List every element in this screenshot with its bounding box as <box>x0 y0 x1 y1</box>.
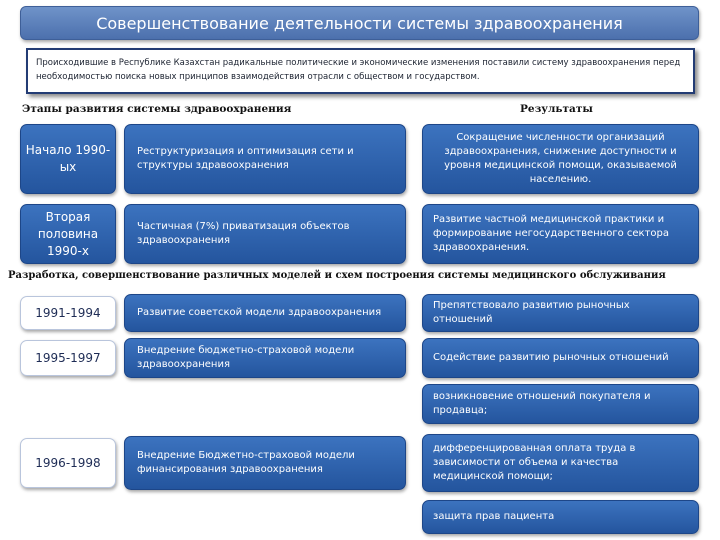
stage-period-box <box>20 124 116 194</box>
model-years-box <box>20 296 116 330</box>
model-result-box <box>422 434 699 492</box>
stage-action-label: Реструктуризация и оптимизация сети и структуры здравоохранения <box>137 146 354 171</box>
model-action-box <box>124 338 406 378</box>
results-heading: Результаты <box>520 103 593 115</box>
model-years-label: 1996-1998 <box>35 456 101 470</box>
stage-period-box <box>20 204 116 264</box>
stage-period-label: Вторая половина 1990-х <box>37 209 99 258</box>
model-years-label: 1991-1994 <box>35 306 101 320</box>
stage-result-label: Сокращение численности организаций здравоохранения, снижение доступности и уровня медицинской помощи, оказываемой населению. <box>444 132 677 185</box>
models-heading: Разработка, совершенствование различных моделей и схем построения системы медицинского обслуживания <box>8 270 666 281</box>
model-action-label: Внедрение Бюджетно-страховой модели финансирования здравоохранения <box>137 450 355 475</box>
stage-result-label: Развитие частной медицинской практики и формирование негосударственного сектора здравоохранения. <box>433 214 670 253</box>
model-result-box <box>422 500 699 534</box>
model-action-box <box>124 294 406 332</box>
model-result-label: Препятствовало развитию рыночных отношений <box>433 300 630 325</box>
model-action-label: Развитие советской модели здравоохранения <box>137 307 382 318</box>
model-result-box <box>422 338 699 378</box>
model-years-box <box>20 438 116 488</box>
model-action-label: Внедрение бюджетно-страховой модели здравоохранения <box>137 345 355 370</box>
model-result-label: дифференцированная оплата труда в зависимости от объема и качества медицинской помощи; <box>433 443 636 482</box>
model-result-box <box>422 384 699 424</box>
stage-period-label: Начало 1990-ых <box>25 143 111 174</box>
page-title: Совершенствование деятельности системы здравоохранения <box>20 6 699 40</box>
stage-action-box <box>124 124 406 194</box>
stage-action-box <box>124 204 406 264</box>
stages-heading: Этапы развития системы здравоохранения <box>22 103 292 115</box>
model-result-label: защита прав пациента <box>433 511 555 522</box>
model-action-box <box>124 436 406 490</box>
model-result-label: Содействие развитию рыночных отношений <box>433 352 669 363</box>
stage-result-box <box>422 204 699 264</box>
model-result-box <box>422 294 699 332</box>
stage-action-label: Частичная (7%) приватизация объектов здравоохранения <box>137 221 350 246</box>
model-years-box <box>20 340 116 376</box>
model-years-label: 1995-1997 <box>35 351 101 365</box>
model-result-label: возникновение отношений покупателя и продавца; <box>433 391 651 416</box>
stage-result-box <box>422 124 699 194</box>
intro-text: Происходившие в Республике Казахстан радикальные политические и экономические изменения поставили систему здравоохранения перед необходимостью поиска новых принципов взаимодействия отрасли с обществом и государством. <box>26 48 695 94</box>
